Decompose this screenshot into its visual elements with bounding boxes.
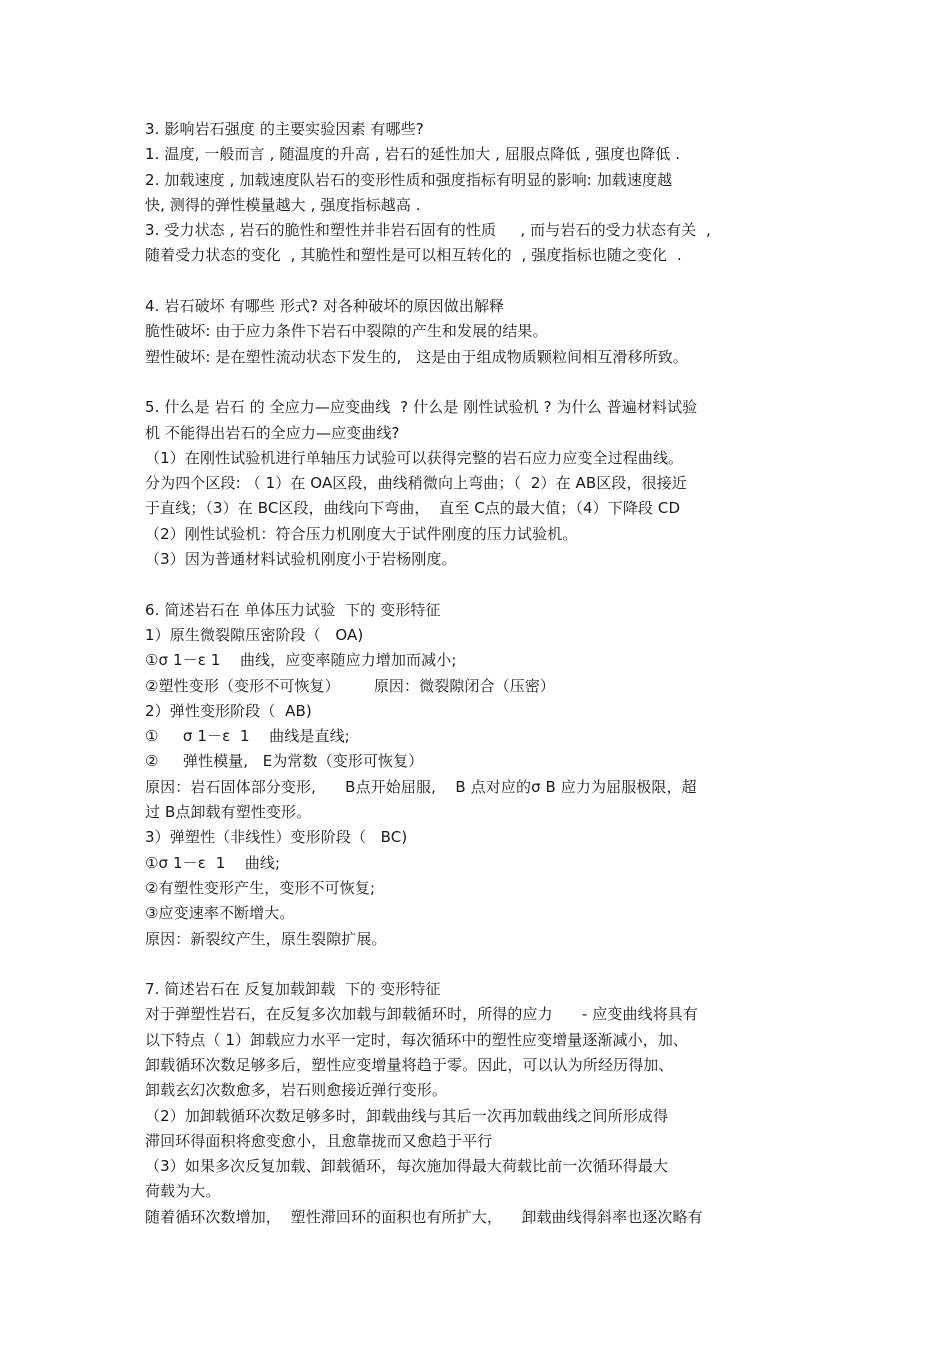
section-spacer (145, 952, 810, 977)
answer-line: 脆性破坏: 由于应力条件下岩石中裂隙的产生和发展的结果。 (145, 322, 548, 341)
answer-line: ② 弹性模量, E为常数（变形可恢复） (145, 752, 424, 771)
question-5-section (145, 395, 810, 572)
answer-line: （2）刚性试验机：符合压力机刚度大于试件刚度的压力试验机。 (145, 524, 578, 543)
answer-line: （2）加卸载循环次数足够多时，卸载曲线与其后一次再加载曲线之间所形成得 (145, 1106, 669, 1125)
answer-line: 过 B点卸载有塑性变形。 (145, 803, 312, 822)
answer-line: ①σ 1－ε 1 曲线，应变率随应力增加而减小; (145, 651, 457, 670)
answer-line: 滞回环得面积将愈变愈小，且愈靠拢而又愈趋于平行 (145, 1131, 493, 1150)
answer-line: 塑性破坏: 是在塑性流动状态下发生的, 这是由于组成物质颗粒间相互滑移所致。 (145, 347, 688, 366)
question-6-heading: 6. 简述岩石在 单体压力试验 下的 变形特征 (145, 600, 441, 619)
answer-line: 原因：新裂纹产生，原生裂隙扩展。 (145, 929, 387, 948)
answer-line: ① σ 1－ε 1 曲线是直线; (145, 727, 350, 746)
answer-line: 3）弹塑性（非线性）变形阶段（ BC) (145, 828, 408, 847)
answer-line: ②塑性变形（变形不可恢复） 原因：微裂隙闭合（压密） (145, 676, 556, 695)
question-4-section (145, 294, 810, 370)
answer-line: ①σ 1－ε 1 曲线; (145, 853, 281, 872)
document-body (145, 117, 810, 1230)
section-spacer (145, 269, 810, 294)
question-5-heading: 5. 什么是 岩石 的 全应力—应变曲线 ? 什么是 刚性试验机 ? 为什么 普遍材料试验 (145, 398, 698, 417)
answer-line: 分为四个区段: （ 1）在 OA区段，曲线稍微向上弯曲；（ 2）在 AB区段，很接近 (145, 474, 687, 493)
answer-line: 2）弹性变形阶段（ AB) (145, 701, 312, 720)
answer-line: （3）如果多次反复加载、卸载循环，每次施加得最大荷载比前一次循环得最大 (145, 1157, 669, 1176)
answer-line: 卸载玄幻次数愈多，岩石则愈接近弹行变形。 (145, 1081, 448, 1100)
answer-line: 1）原生微裂隙压密阶段（ OA) (145, 625, 364, 644)
answer-line: （1）在刚性试验机进行单轴压力试验可以获得完整的岩石应力应变全过程曲线。 (145, 448, 684, 467)
question-3-heading: 3. 影响岩石强度 的主要实验因素 有哪些? (145, 120, 424, 138)
question-5-heading-cont: 机 不能得出岩石的全应力—应变曲线? (145, 423, 400, 442)
answer-line: 卸载循环次数足够多后，塑性应变增量将趋于零。因此，可以认为所经历得加、 (145, 1055, 674, 1074)
answer-line: 3. 受力状态 , 岩石的脆性和塑性并非岩石固有的性质 , 而与岩石的受力状态有关 , (145, 221, 711, 240)
answer-line: 随着受力状态的变化 , 其脆性和塑性是可以相互转化的 , 强度指标也随之变化 . (145, 246, 682, 265)
answer-line: （3）因为普通材料试验机刚度小于岩杨刚度。 (145, 550, 457, 569)
answer-line: 随着循环次数增加， 塑性滞回环的面积也有所扩大， 卸载曲线得斜率也逐次略有 (145, 1207, 703, 1226)
answer-line: 1. 温度, 一般而言 , 随温度的升高 , 岩石的延性加大 , 屈服点降低 , 强度也降低 . (145, 145, 681, 164)
section-spacer (145, 572, 810, 597)
question-6-section (145, 598, 810, 952)
section-spacer (145, 370, 810, 395)
answer-line: 原因：岩石固体部分变形, B点开始屈服, B 点对应的σ B 应力为屈服极限，超 (145, 777, 697, 796)
answer-line: 以下特点（ 1）卸载应力水平一定时，每次循环中的塑性应变增量逐渐减小，加、 (145, 1030, 689, 1049)
answer-line: ②有塑性变形产生，变形不可恢复; (145, 878, 376, 897)
question-3-section (145, 117, 810, 269)
answer-line: 荷载为大。 (145, 1182, 221, 1201)
question-7-heading: 7. 简述岩石在 反复加载卸载 下的 变形特征 (145, 980, 441, 999)
answer-line: 2. 加载速度 , 加载速度队岩石的变形性质和强度指标有明显的影响: 加载速度越 (145, 170, 673, 189)
answer-line: 对于弹塑性岩石，在反复多次加载与卸载循环时，所得的应力 - 应变曲线将具有 (145, 1005, 698, 1024)
answer-line: ③应变速率不断增大。 (145, 904, 295, 923)
answer-line: 快, 测得的弹性模量越大 , 强度指标越高 . (145, 195, 421, 214)
question-4-heading: 4. 岩石破坏 有哪些 形式? 对各种破坏的原因做出解释 (145, 297, 505, 316)
question-7-section (145, 977, 810, 1230)
answer-line: 于直线；（3）在 BC区段，曲线向下弯曲， 直至 C点的最大值；（4）下降段 CD (145, 499, 681, 518)
